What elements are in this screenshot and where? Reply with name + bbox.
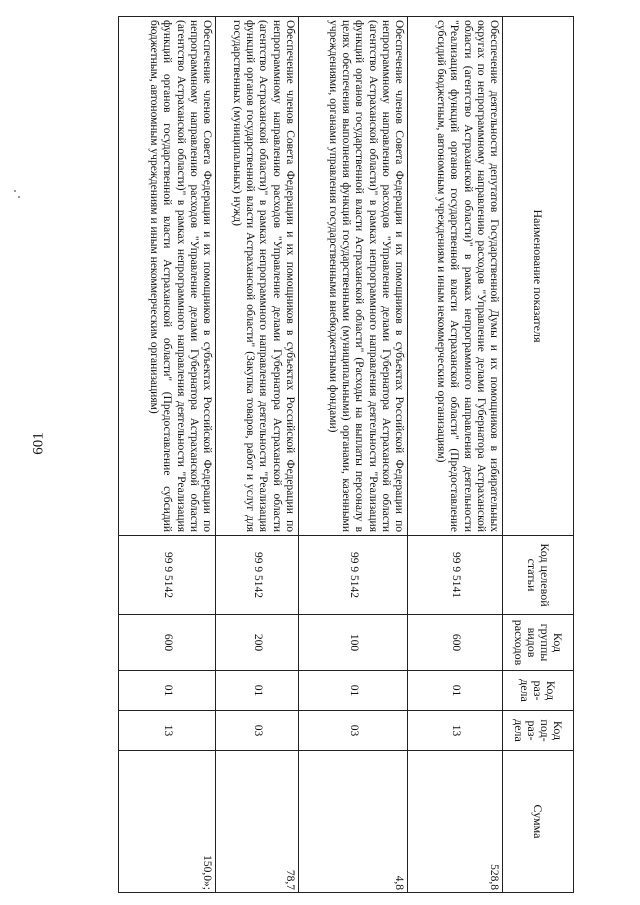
row-target-code: 99 9 5142	[119, 536, 216, 615]
row-expense-group: 100	[298, 615, 407, 671]
row-subsection: 03	[298, 711, 407, 751]
row-section: 01	[408, 671, 503, 711]
header-target-code: Код целевой статьи	[503, 536, 574, 615]
row-subsection: 03	[216, 711, 299, 751]
row-section: 01	[298, 671, 407, 711]
header-sum: Сумма	[503, 751, 574, 893]
row-target-code: 99 9 5141	[408, 536, 503, 615]
header-row	[503, 17, 574, 893]
scan-speck	[18, 196, 20, 198]
row-section: 01	[216, 671, 299, 711]
row-name: Обеспечение членов Совета Федерации и их помощников в субъектах Российской Федерации по непрограммному направлению расходов "Управление делами Губернатора Астраханской области (агентство Астраханской области)" в рамках непрограммного направления деятельности "Реализация функций органов государственной власти Астраханской области" (Закупка товаров, работ и услуг для государственных (муниципальных) нужд)	[216, 17, 299, 536]
row-subsection: 13	[408, 711, 503, 751]
table-row	[408, 17, 503, 893]
row-section: 01	[119, 671, 216, 711]
header-expense-group: Код группы видов расходов	[503, 615, 574, 671]
row-expense-group: 600	[408, 615, 503, 671]
header-subsection: Код под-раз-дела	[503, 711, 574, 751]
table-row	[298, 17, 407, 893]
budget-table	[118, 16, 574, 893]
row-name: Обеспечение членов Совета Федерации и их помощников в субъектах Российской Федерации по непрограммному направлению расходов "Управление делами Губернатора Астраханской области (агентство Астраханской области)" в рамках непрограммного направления деятельности "Реализация функций органов государственной власти Астраханской области" (Предоставление субсидий бюджетным, автономным учреждениям и иным некоммерческим организациям)	[119, 17, 216, 536]
header-name: Наименование показателя	[503, 17, 574, 536]
rotated-table-wrapper	[118, 16, 574, 892]
row-name: Обеспечение членов Совета Федерации и их помощников в субъектах Российской Федерации по непрограммному направлению расходов "Управление делами Губернатора Астраханской области (агентство Астраханской области)" в рамках непрограммного направления деятельности "Реализация функций органов государственной власти Астраханской области" (Расходы на выплаты персоналу в целях обеспечения выполнения функций государственными (муниципальными) органами, казенными учреждениями, органами управления государственными внебюджетными фондами)	[298, 17, 407, 536]
scan-speck	[14, 190, 16, 192]
row-expense-group: 200	[216, 615, 299, 671]
row-sum: 150,0»;	[119, 751, 216, 893]
row-target-code: 99 9 5142	[298, 536, 407, 615]
row-target-code: 99 9 5142	[216, 536, 299, 615]
row-sum: 528,8	[408, 751, 503, 893]
header-section: Код раз-дела	[503, 671, 574, 711]
page-number: 601	[30, 432, 47, 455]
row-expense-group: 600	[119, 615, 216, 671]
table-row	[216, 17, 299, 893]
table-row	[119, 17, 216, 893]
row-sum: 78,7	[216, 751, 299, 893]
row-name: Обеспечение деятельности депутатов Государственной Думы и их помощников в избирательных округах по непрограммному направлению расходов "Управление делами Губернатора Астраханской области (агентство Астраханской области)" в рамках непрограммного направления деятельности "Реализация функций органов государственной власти Астраханской области" (Предоставление субсидий бюджетным, автономным учреждениям и иным некоммерческим организациям)	[408, 17, 503, 536]
row-sum: 4,8	[298, 751, 407, 893]
row-subsection: 13	[119, 711, 216, 751]
